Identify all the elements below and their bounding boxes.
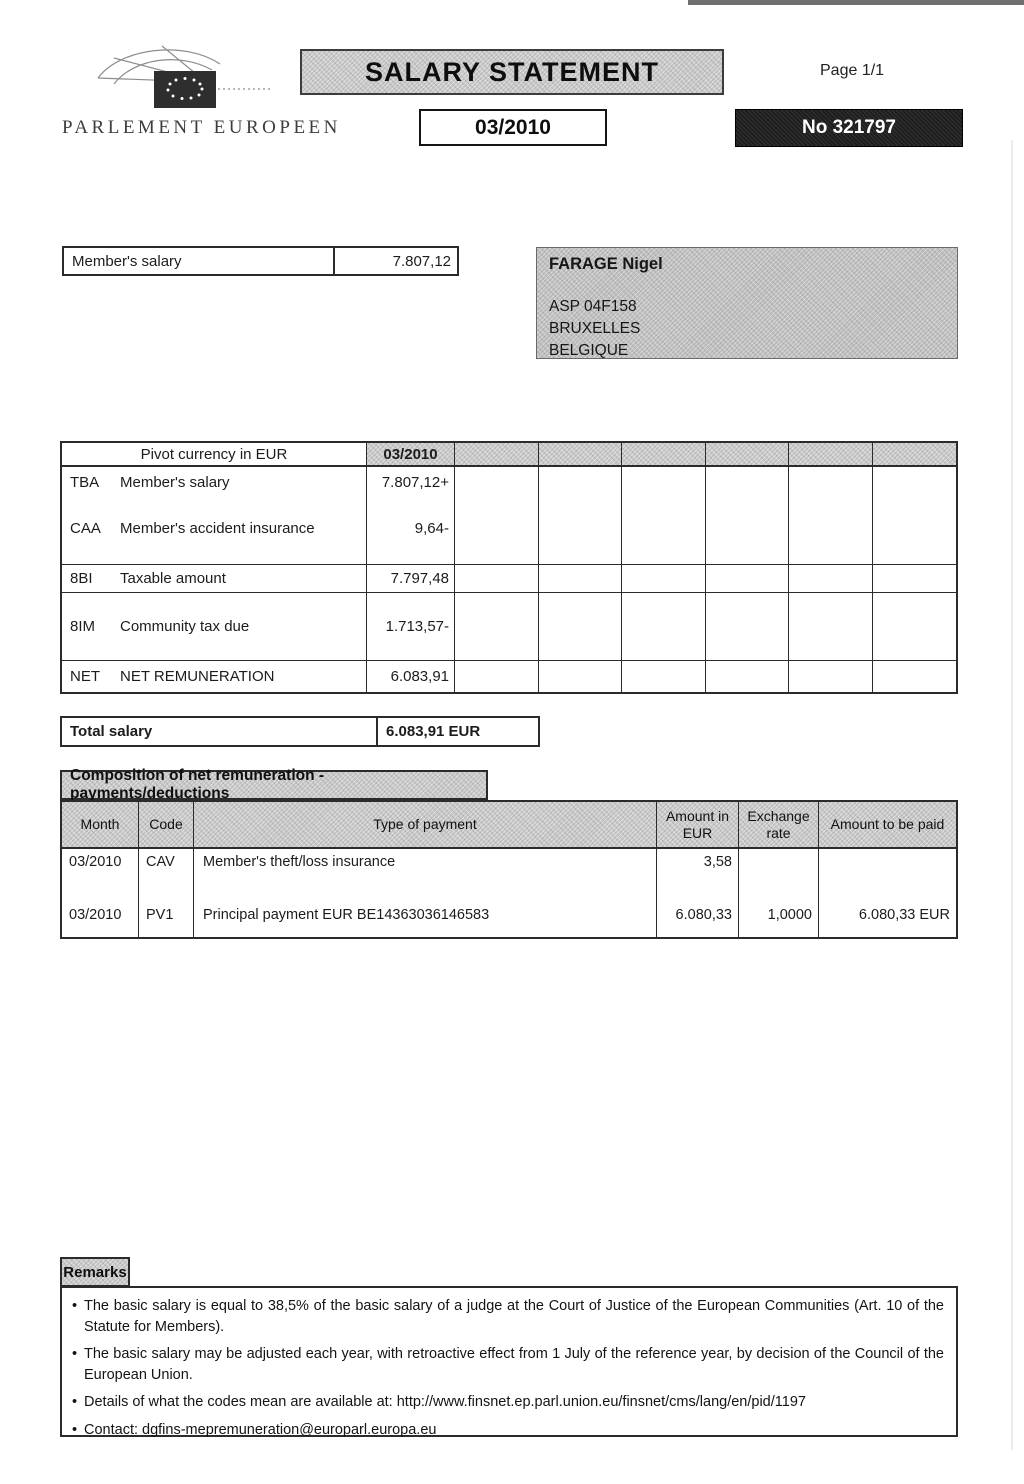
pivot-band1-values <box>367 467 455 564</box>
pivot-band2-empty-6 <box>873 564 957 592</box>
pivot-table-header-empty-6 <box>873 443 957 467</box>
pivot-band4-empty-3 <box>622 660 706 692</box>
row-label: NET REMUNERATION <box>120 668 275 685</box>
pivot-band2-empty-1 <box>455 564 539 592</box>
column-header-type: Type of payment <box>194 802 657 849</box>
statement-period-text: 03/2010 <box>475 115 551 139</box>
composition-exchange-cells <box>739 849 819 937</box>
pivot-table-header-empty-2 <box>539 443 623 467</box>
pivot-band4-empty-1 <box>455 660 539 692</box>
row-label: Community tax due <box>120 618 250 635</box>
recipient-address-line-3: BELGIQUE <box>549 342 629 359</box>
parliament-hemicycle-flag-icon <box>62 44 294 110</box>
pivot-band2-empty-3 <box>622 564 706 592</box>
composition-code-cells <box>139 849 194 937</box>
pivot-band1-empty-2 <box>539 467 623 564</box>
pivot-band3-empty-4 <box>706 592 790 660</box>
composition-table <box>60 800 958 939</box>
remark-item: • Contact: dgfins-mepremuneration@europarl.europa.eu <box>70 1420 944 1441</box>
total-salary-summary <box>60 716 540 747</box>
table-row <box>62 520 366 537</box>
pivot-band1-empty-1 <box>455 467 539 564</box>
pivot-band1-empty-5 <box>789 467 873 564</box>
row-month: 03/2010 <box>69 907 122 923</box>
row-label: Member's accident insurance <box>120 520 315 537</box>
pivot-band2-empty-2 <box>539 564 623 592</box>
row-amount-eur: 6.080,33 <box>675 907 732 923</box>
pivot-band1-empty-6 <box>873 467 957 564</box>
row-month: 03/2010 <box>69 854 122 870</box>
pivot-band3-empty-6 <box>873 592 957 660</box>
pivot-band4-empty-4 <box>706 660 790 692</box>
row-label: Member's salary <box>120 474 230 491</box>
recipient-address-line-2: BRUXELLES <box>549 320 641 337</box>
scan-artifact-right <box>1011 140 1013 1450</box>
total-salary-value: 6.083,91 EUR <box>386 723 481 740</box>
pivot-table-header-empty-5 <box>789 443 873 467</box>
row-code: PV1 <box>146 907 174 923</box>
row-value: 9,64- <box>414 520 449 537</box>
column-header-amount-eur: Amount in EUR <box>657 802 739 849</box>
table-row <box>62 474 366 491</box>
table-row <box>62 564 367 592</box>
row-payment-type: Member's theft/loss insurance <box>203 854 396 870</box>
pivot-band3-empty-1 <box>455 592 539 660</box>
pivot-table-header-empty-3 <box>622 443 706 467</box>
pivot-band4-empty-6 <box>873 660 957 692</box>
row-code: 8BI <box>70 570 93 587</box>
row-payment-type: Principal payment EUR BE14363036146583 <box>203 907 490 923</box>
scan-artifact-top <box>688 0 1024 5</box>
document-title-text: SALARY STATEMENT <box>364 56 659 87</box>
remark-item: • Details of what the codes mean are available at: http://www.finsnet.ep.parl.union.eu/finsnet/cms/lang/en/pid/1197 <box>70 1392 944 1413</box>
pivot-band1-empty-3 <box>622 467 706 564</box>
column-header-code: Code <box>139 802 194 849</box>
members-salary-summary <box>62 246 459 276</box>
row-exchange-rate: 1,0000 <box>767 907 812 923</box>
pivot-band2-empty-5 <box>789 564 873 592</box>
row-amount-eur: 3,58 <box>703 854 732 870</box>
pivot-table-header-empty-4 <box>706 443 790 467</box>
recipient-address-line-1: ASP 04F158 <box>549 298 637 315</box>
row-code: CAA <box>70 520 101 537</box>
column-header-amount-paid: Amount to be paid <box>819 802 956 849</box>
pivot-table-header-empty-1 <box>455 443 539 467</box>
org-name: PARLEMENT EUROPEEN <box>62 117 341 138</box>
row-amount-paid: 6.080,33 EUR <box>858 907 950 923</box>
pivot-band1-labels <box>62 467 367 564</box>
row-code: CAV <box>146 854 175 870</box>
pivot-table-header-period: 03/2010 <box>367 443 455 467</box>
row-value: 6.083,91 <box>367 660 455 692</box>
pivot-band3-empty-3 <box>622 592 706 660</box>
row-value: 1.713,57- <box>367 592 455 660</box>
recipient-address-block <box>536 247 958 359</box>
row-code: 8IM <box>70 618 96 635</box>
table-row <box>62 660 367 692</box>
remark-item: • The basic salary is equal to 38,5% of the basic salary of a judge at the Court of Justice of the European Communities (Art. 10 of the Statute for Members). <box>70 1296 944 1337</box>
european-parliament-logo <box>62 44 341 140</box>
document-title <box>300 49 724 95</box>
total-salary-label: Total salary <box>62 718 378 745</box>
composition-month-cells <box>62 849 139 937</box>
row-code: TBA <box>70 474 100 491</box>
pivot-table-header-label: Pivot currency in EUR <box>62 443 367 467</box>
pivot-band4-empty-5 <box>789 660 873 692</box>
recipient-name: FARAGE Nigel <box>549 255 663 273</box>
row-label: Taxable amount <box>120 570 226 587</box>
pivot-band4-empty-2 <box>539 660 623 692</box>
pivot-band3-empty-5 <box>789 592 873 660</box>
page-number: Page 1/1 <box>820 62 885 79</box>
row-value: 7.807,12+ <box>381 474 449 491</box>
statement-period <box>419 109 607 146</box>
row-value: 7.797,48 <box>367 564 455 592</box>
statement-number <box>735 109 963 147</box>
composition-amount-cells <box>657 849 739 937</box>
remarks-box <box>60 1286 958 1437</box>
table-row <box>62 592 367 660</box>
composition-type-cells <box>194 849 657 937</box>
statement-number-text: No 321797 <box>801 117 896 138</box>
pivot-band2-empty-4 <box>706 564 790 592</box>
remarks-tab: Remarks <box>60 1257 130 1287</box>
column-header-exchange-rate: Exchange rate <box>739 802 819 849</box>
composition-section-title: Composition of net remuneration - payments/deductions <box>60 770 488 800</box>
pivot-band3-empty-2 <box>539 592 623 660</box>
remark-item: • The basic salary may be adjusted each year, with retroactive effect from 1 July of the reference year, by decision of the Council of the European Union. <box>70 1344 944 1385</box>
row-code: NET <box>70 668 100 685</box>
pivot-currency-table <box>60 441 958 694</box>
column-header-month: Month <box>62 802 139 849</box>
composition-paid-cells <box>819 849 956 937</box>
members-salary-value: 7.807,12 <box>392 252 451 270</box>
pivot-band1-empty-4 <box>706 467 790 564</box>
members-salary-label: Member's salary <box>64 248 335 274</box>
